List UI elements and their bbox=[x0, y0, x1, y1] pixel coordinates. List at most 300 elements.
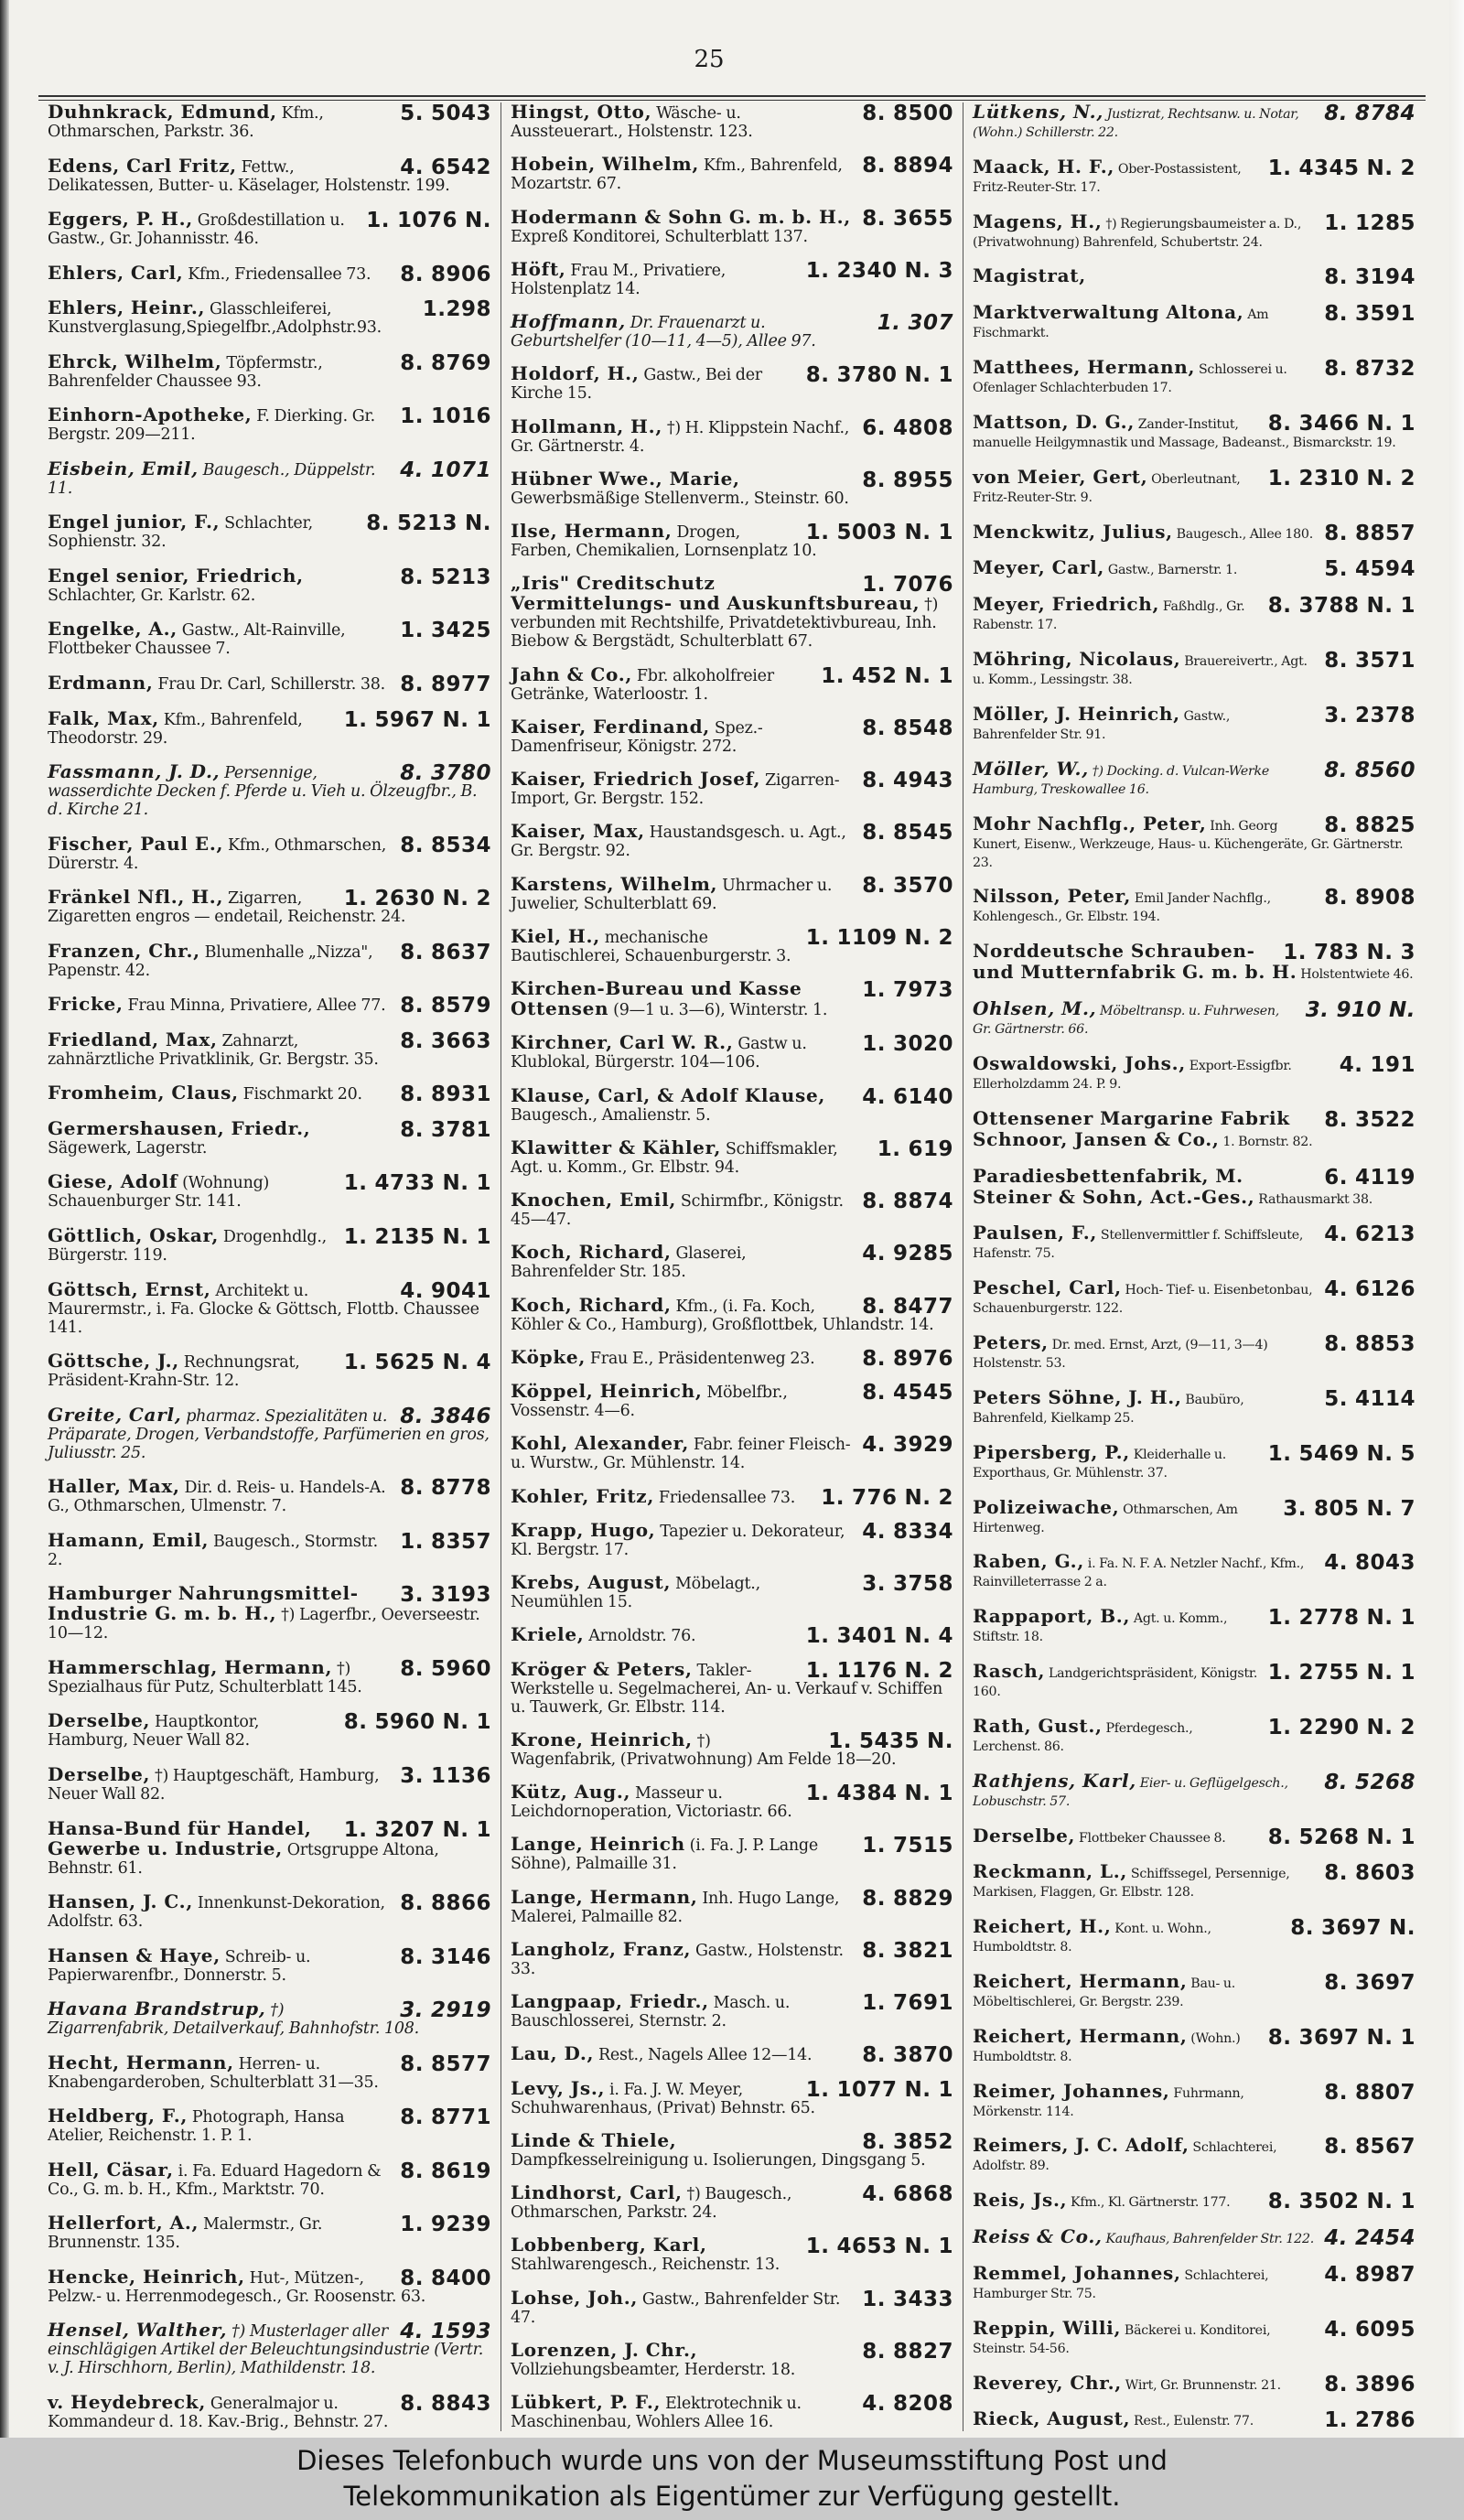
directory-entry bbox=[511, 1293, 953, 1334]
phone-number: 8. 3502 N. 1 bbox=[1267, 2190, 1416, 2214]
phone-number: 8. 3781 bbox=[400, 1117, 491, 1142]
directory-entry bbox=[973, 212, 1416, 252]
entry-details: Wäsche- u. Aussteuerart., Holstenstr. 123. bbox=[511, 104, 753, 141]
subscriber-name: Reimer, Johannes, bbox=[973, 2079, 1170, 2102]
directory-entry bbox=[973, 1164, 1416, 1209]
subscriber-name: Möller, W., bbox=[973, 757, 1089, 780]
entry-details: Zigarren, Zigaretten engros — endetail, Reichenstr. 24. bbox=[48, 889, 406, 927]
phone-number: 3. 1136 bbox=[400, 1763, 491, 1788]
phone-number: 8. 8619 bbox=[400, 2159, 491, 2183]
phone-number: 8. 3466 N. 1 bbox=[1267, 411, 1416, 436]
phone-number: 8. 8778 bbox=[400, 1476, 491, 1501]
directory-entry bbox=[511, 1518, 953, 1559]
directory-entry bbox=[511, 2338, 953, 2379]
phone-number: 1. 1077 N. 1 bbox=[805, 2077, 953, 2102]
phone-number: 8. 8857 bbox=[1324, 521, 1416, 545]
subscriber-name: Erdmann, bbox=[48, 672, 154, 695]
phone-number: 3. 805 N. 7 bbox=[1283, 1496, 1416, 1521]
subscriber-name: Peters Söhne, J. H., bbox=[973, 1385, 1182, 1408]
entry-details: Töpfermstr., Bahrenfelder Chaussee 93. bbox=[48, 353, 323, 391]
phone-number: 8. 4943 bbox=[862, 769, 953, 792]
entry-details: Fettw., Delikatessen, Butter- u. Käselager, Holstenstr. 199. bbox=[48, 157, 450, 195]
directory-entry bbox=[511, 2128, 953, 2170]
phone-number: 8. 8906 bbox=[400, 262, 491, 286]
entry-details: Kfm., (i. Fa. Koch, Köhler & Co., Hamburg), Großflottbek, Uhlandstr. 14. bbox=[511, 1297, 934, 1334]
subscriber-name: Göttlich, Oskar, bbox=[48, 1224, 219, 1247]
subscriber-name: Pipersberg, P., bbox=[973, 1440, 1130, 1463]
entry-details: mechanische Bautischlerei, Schauenburgerstr. 3. bbox=[511, 928, 791, 965]
subscriber-name: Oswaldowski, Johs., bbox=[973, 1051, 1186, 1074]
subscriber-name: Meyer, Friedrich, bbox=[973, 593, 1160, 616]
entry-details: Tapezier u. Dekorateur, Kl. Bergstr. 17. bbox=[511, 1522, 845, 1559]
phone-number: 8. 8807 bbox=[1324, 2080, 1416, 2105]
entry-details: Hut-, Mützen-, Pelzw.- u. Herrenmodegesch., Gr. Roosenstr. 63. bbox=[48, 2268, 426, 2306]
phone-number: 8. 5960 bbox=[400, 1656, 491, 1681]
phone-number: 8. 5268 bbox=[1324, 1770, 1416, 1794]
directory-entry bbox=[511, 102, 953, 141]
subscriber-name: Möhring, Nicolaus, bbox=[973, 648, 1181, 671]
subscriber-name: Ehlers, Carl, bbox=[48, 261, 184, 284]
subscriber-name: Peters, bbox=[973, 1331, 1049, 1354]
entry-details: Zander-Institut, manuelle Heilgymnastik und Massage, Badeanst., Bismarckstr. 19. bbox=[973, 416, 1396, 450]
phone-number: 1. 4384 N. 1 bbox=[805, 1782, 953, 1805]
entry-details: 1. Bornstr. 82. bbox=[1222, 1134, 1313, 1149]
directory-entry bbox=[48, 2053, 491, 2092]
entry-details: Bäckerei u. Konditorei, Steinstr. 54-56. bbox=[973, 2322, 1271, 2356]
subscriber-name: Höft, bbox=[511, 257, 566, 280]
entry-details: Masch. u. Bauschlosserei, Sternstr. 2. bbox=[511, 1994, 791, 2030]
phone-number: 8. 3870 bbox=[862, 2043, 953, 2068]
entry-details: Photograph, Hansa Atelier, Reichenstr. 1. P. 1. bbox=[48, 2108, 345, 2146]
entry-details: Gastw., Bahrenfelder Str. 91. bbox=[973, 708, 1231, 742]
directory-entry bbox=[973, 595, 1416, 634]
entry-details: Fbr. alkoholfreier Getränke, Waterloostr. 1. bbox=[511, 666, 774, 704]
entry-details: Stahlwarengesch., Reichenstr. 13. bbox=[511, 2256, 780, 2275]
phone-number: 8. 3780 bbox=[400, 761, 491, 786]
entry-details: Kfm., Bahrenfeld, Theodorstr. 29. bbox=[48, 710, 303, 748]
directory-entry bbox=[973, 814, 1416, 872]
entry-details: Malermstr., Gr. Brunnenstr. 135. bbox=[48, 2215, 323, 2253]
subscriber-name: Friedland, Max, bbox=[48, 1028, 218, 1050]
directory-entry bbox=[48, 1226, 491, 1265]
phone-number: 8. 8637 bbox=[400, 940, 491, 964]
subscriber-name: Rath, Gust., bbox=[973, 1714, 1103, 1737]
phone-number: 3. 3758 bbox=[862, 1572, 953, 1596]
entry-details: Persennige, wasserdichte Decken f. Pferde u. Vieh u. Ölzeugfbr., B. d. Kirche 21. bbox=[48, 764, 478, 820]
entry-details: Kaufhaus, Bahrenfelder Str. 122. bbox=[1105, 2232, 1314, 2247]
subscriber-name: Koch, Richard, bbox=[511, 1241, 672, 1264]
directory-entry bbox=[48, 459, 491, 498]
directory-entry bbox=[48, 706, 491, 748]
entry-details: Fischmarkt 20. bbox=[242, 1085, 362, 1104]
phone-number: 1. 7076 bbox=[862, 573, 953, 598]
phone-number: 8. 8732 bbox=[1324, 357, 1416, 382]
entry-details: Blumenhalle „Nizza", Papenstr. 42. bbox=[48, 942, 373, 980]
directory-entry bbox=[511, 1484, 953, 1510]
subscriber-name: Raben, G., bbox=[973, 1550, 1085, 1573]
directory-entry bbox=[973, 1552, 1416, 1591]
directory-entry bbox=[973, 1106, 1416, 1151]
entry-details: Glasschleiferei, Kunstverglasung,Spiegelfbr.,Adolphstr.93. bbox=[48, 300, 382, 338]
subscriber-name: Derselbe, bbox=[48, 1762, 151, 1785]
directory-entry bbox=[48, 1816, 491, 1878]
phone-number: 1. 4653 N. 1 bbox=[805, 2235, 953, 2259]
subscriber-name: Koch, Richard, bbox=[511, 1293, 672, 1316]
subscriber-name: Köpke, bbox=[511, 1345, 587, 1368]
subscriber-name: Ehrck, Wilhelm, bbox=[48, 350, 222, 372]
subscriber-name: Eisbein, Emil, bbox=[48, 457, 199, 479]
entry-details: Kfm., Friedensallee 73. bbox=[188, 264, 371, 284]
phone-number: 8. 8769 bbox=[400, 350, 491, 375]
subscriber-name: v. Heydebreck, bbox=[48, 2390, 207, 2413]
subscriber-name: Rasch, bbox=[973, 1660, 1046, 1683]
phone-number: 4. 1593 bbox=[400, 2320, 491, 2344]
entry-details: Rathausmarkt 38. bbox=[1258, 1191, 1372, 1207]
column-middle bbox=[501, 102, 963, 2431]
phone-number: 1. 7973 bbox=[862, 978, 953, 1002]
phone-number: 8. 3697 N. 1 bbox=[1267, 2025, 1416, 2050]
subscriber-name: Hansen & Haye, bbox=[48, 1944, 221, 1966]
phone-number: 1. 3020 bbox=[862, 1032, 953, 1057]
phone-number: 1. 5625 N. 4 bbox=[343, 1351, 491, 1375]
directory-entry bbox=[48, 261, 491, 286]
subscriber-name: Reverey, Chr., bbox=[973, 2371, 1122, 2394]
directory-entry bbox=[511, 979, 953, 1019]
footer-line-2: Telekommunikation als Eigentümer zur Verfügung gestellt. bbox=[343, 2481, 1121, 2512]
entry-details: Baugesch., Düppelstr. 11. bbox=[48, 460, 376, 498]
phone-number: 1. 307 bbox=[877, 311, 953, 335]
subscriber-name: Reichert, Hermann, bbox=[973, 2024, 1188, 2047]
phone-number: 8. 8829 bbox=[862, 1886, 953, 1911]
subscriber-name: Derselbe, bbox=[48, 1709, 151, 1732]
phone-number: 1. 4345 N. 2 bbox=[1267, 156, 1416, 180]
entry-details: Pferdegesch., Lerchenst. 86. bbox=[973, 1720, 1193, 1754]
directory-entry bbox=[511, 2183, 953, 2222]
subscriber-name: Göttsch, Ernst, bbox=[48, 1277, 211, 1300]
entry-details: Schirmfbr., Königstr. 45—47. bbox=[511, 1192, 844, 1229]
entry-details: i. Fa. N. F. A. Netzler Nachf., Kfm., Rainvilleterrasse 2 a. bbox=[973, 1556, 1305, 1590]
header-rule bbox=[38, 95, 1426, 101]
phone-number: 8. 3821 bbox=[862, 1938, 953, 1963]
directory-entry bbox=[48, 939, 491, 980]
subscriber-name: Magistrat, bbox=[973, 264, 1086, 287]
entry-details: Möbeltransp. u. Fuhrwesen, Gr. Gärtnerstr. 66. bbox=[973, 1004, 1280, 1038]
directory-entry bbox=[48, 762, 491, 819]
directory-entry bbox=[511, 2288, 953, 2327]
entry-details: †) Spezialhaus für Putz, Schulterblatt 145. bbox=[48, 1659, 362, 1696]
subscriber-name: Hübner Wwe., Marie, bbox=[511, 467, 740, 490]
phone-number: 1. 5003 N. 1 bbox=[805, 521, 953, 544]
directory-entry bbox=[973, 2225, 1416, 2251]
phone-number: 8. 5960 N. 1 bbox=[343, 1710, 491, 1735]
entry-details: †) Lagerfbr., Oeverseestr. 10—12. bbox=[48, 1606, 480, 1643]
directory-entry bbox=[973, 2316, 1416, 2358]
phone-number: 8. 8825 bbox=[1324, 813, 1416, 837]
entry-details: Faßhdlg., Gr. Rabenstr. 17. bbox=[973, 599, 1245, 633]
phone-number: 6. 4808 bbox=[862, 415, 953, 440]
entry-details: Gastw., Holstenstr. 33. bbox=[511, 1941, 844, 1978]
entry-details: Gewerbsmäßige Stellenverm., Steinstr. 60. bbox=[511, 489, 849, 508]
phone-number: 4. 8043 bbox=[1324, 1551, 1416, 1576]
entry-details: Schlachterei, Adolfstr. 89. bbox=[973, 2140, 1277, 2174]
entry-details: Holstentwiete 46. bbox=[1300, 967, 1414, 983]
subscriber-name: Mohr Nachflg., Peter, bbox=[973, 812, 1207, 835]
entry-details: Sägewerk, Lagerstr. bbox=[48, 1138, 208, 1158]
entry-details: Schlachter, Gr. Karlstr. 62. bbox=[48, 586, 256, 605]
subscriber-name: „Iris" Creditschutz Vermittelungs- und Auskunftsbureau, bbox=[511, 572, 920, 615]
phone-number: 8. 8400 bbox=[400, 2266, 491, 2290]
phone-number: 8. 3571 bbox=[1324, 649, 1416, 673]
entry-details: Schiffssegel, Persennige, Markisen, Flaggen, Gr. Elbstr. 128. bbox=[973, 1867, 1290, 1901]
phone-number: 8. 8545 bbox=[862, 821, 953, 845]
entry-details: Ober-Postassistent, Fritz-Reuter-Str. 17. bbox=[973, 161, 1242, 195]
directory-entry bbox=[48, 1477, 491, 1515]
entry-details: Dir. d. Reis- u. Handels-A. G., Othmarschen, Ulmenstr. 7. bbox=[48, 1479, 386, 1516]
phone-number: 5. 4114 bbox=[1324, 1386, 1416, 1411]
entry-details: Baugesch., Allee 180. bbox=[1176, 526, 1313, 542]
phone-number: 4. 8987 bbox=[1324, 2262, 1416, 2287]
directory-entry bbox=[511, 822, 953, 860]
entry-details: Othmarschen, Am Hirtenweg. bbox=[973, 1502, 1238, 1535]
directory-entry bbox=[48, 1946, 491, 1985]
subscriber-name: Reckmann, L., bbox=[973, 1860, 1128, 1883]
phone-number: 1. 7515 bbox=[862, 1834, 953, 1858]
directory-entry bbox=[511, 1434, 953, 1472]
directory-entry bbox=[48, 993, 491, 1018]
entry-details: Inh. Georg Kunert, Eisenw., Werkzeuge, Haus- u. Küchengeräte, Gr. Gärtnerstr. 23. bbox=[973, 818, 1404, 870]
entry-details: Elektrotechnik u. Maschinenbau, Wohlers Allee 16. bbox=[511, 2395, 802, 2431]
subscriber-name: Marktverwaltung Altona, bbox=[973, 301, 1244, 324]
phone-number: 5. 5043 bbox=[400, 102, 491, 125]
entry-details: Gastw., Bahrenfelder Str. 47. bbox=[511, 2289, 841, 2327]
phone-number: 8. 8500 bbox=[862, 102, 953, 125]
directory-entry bbox=[48, 1584, 491, 1642]
directory-entry bbox=[48, 1655, 491, 1696]
entry-details: Glaserei, Bahrenfelder Str. 185. bbox=[511, 1244, 747, 1282]
subscriber-name: Matthees, Hermann, bbox=[973, 356, 1196, 379]
phone-number: 8. 8771 bbox=[400, 2105, 491, 2130]
directory-entry bbox=[48, 888, 491, 926]
directory-entry bbox=[973, 303, 1416, 342]
entry-details: Spez.-Damenfriseur, Königstr. 272. bbox=[511, 718, 763, 756]
phone-number: 8. 3896 bbox=[1324, 2372, 1416, 2396]
subscriber-name: Ottensener Margarine Fabrik Schnoor, Jansen & Co., bbox=[973, 1106, 1290, 1150]
subscriber-name: Menckwitz, Julius, bbox=[973, 520, 1173, 543]
phone-number: 8. 8534 bbox=[400, 833, 491, 857]
directory-entry bbox=[48, 672, 491, 697]
subscriber-name: Paulsen, F., bbox=[973, 1222, 1098, 1244]
phone-number: 3. 3193 bbox=[400, 1583, 491, 1608]
entry-details: Großdestillation u. Gastw., Gr. Johannisstr. 46. bbox=[48, 211, 345, 249]
subscriber-name: Haller, Max, bbox=[48, 1475, 180, 1498]
entry-details: Kleiderhalle u. Exporthaus, Gr. Mühlenstr. 37. bbox=[973, 1447, 1227, 1481]
phone-number: 8. 8548 bbox=[862, 716, 953, 740]
phone-number: 1. 1176 N. 2 bbox=[805, 1658, 953, 1683]
phone-number: 1. 3401 N. 4 bbox=[805, 1624, 953, 1649]
phone-number: 8. 8866 bbox=[400, 1891, 491, 1916]
subscriber-name: Krebs, August, bbox=[511, 1571, 672, 1593]
entry-details: (9—1 u. 3—6), Winterstr. 1. bbox=[613, 1001, 828, 1019]
directory-entry bbox=[973, 1440, 1416, 1482]
directory-entry bbox=[511, 1382, 953, 1420]
subscriber-name: Rathjens, Karl, bbox=[973, 1769, 1136, 1792]
phone-number: 1. 8357 bbox=[400, 1529, 491, 1554]
directory-entry bbox=[48, 352, 491, 391]
directory-entry bbox=[48, 566, 491, 605]
subscriber-name: Karstens, Wilhelm, bbox=[511, 872, 718, 895]
directory-entry bbox=[48, 1030, 491, 1069]
directory-entry bbox=[48, 1116, 491, 1158]
entry-details: Kfm., Kl. Gärtnerstr. 177. bbox=[1071, 2195, 1231, 2211]
subscriber-name: Reiss & Co., bbox=[973, 2225, 1103, 2248]
subscriber-name: Reichert, Hermann, bbox=[973, 1969, 1188, 1992]
subscriber-name: Kohl, Alexander, bbox=[511, 1432, 690, 1455]
directory-columns bbox=[38, 102, 1426, 2431]
entry-details: †) Zigarrenfabrik, Detailverkauf, Bahnhofstr. 108. bbox=[48, 2001, 419, 2039]
directory-entry bbox=[973, 264, 1416, 290]
entry-details: Brauereivertr., Agt. u. Komm., Lessingstr. 38. bbox=[973, 654, 1308, 688]
phone-number: 1. 3207 N. 1 bbox=[343, 1817, 491, 1842]
entry-details: F. Dierking. Gr. Bergstr. 209—211. bbox=[48, 407, 375, 445]
phone-number: 1. 2755 N. 1 bbox=[1267, 1661, 1416, 1685]
subscriber-name: Kütz, Aug., bbox=[511, 1781, 631, 1803]
directory-entry bbox=[511, 872, 953, 913]
entry-details: Ortsgruppe Altona, Behnstr. 61. bbox=[48, 1840, 439, 1878]
phone-number: 8. 8560 bbox=[1324, 758, 1416, 782]
subscriber-name: Langholz, Franz, bbox=[511, 1937, 692, 1960]
phone-number: 1. 5469 N. 5 bbox=[1267, 1441, 1416, 1466]
entry-details: (Wohnung) Schauenburger Str. 141. bbox=[48, 1174, 270, 1212]
subscriber-name: Franzen, Chr., bbox=[48, 939, 200, 962]
phone-number: 8. 5213 bbox=[400, 565, 491, 589]
phone-number: 1. 2135 N. 1 bbox=[343, 1225, 491, 1250]
subscriber-name: Remmel, Johannes, bbox=[973, 2261, 1181, 2284]
phone-number: 4. 6542 bbox=[400, 155, 491, 179]
directory-entry bbox=[973, 2261, 1416, 2303]
entry-details: Kfm., Bahrenfeld, Mozartstr. 67. bbox=[511, 156, 843, 194]
phone-number: 3. 2919 bbox=[400, 1998, 491, 2023]
subscriber-name: Möller, J. Heinrich, bbox=[973, 702, 1180, 725]
phone-number: 8. 8908 bbox=[1324, 886, 1416, 910]
page-number: 25 bbox=[694, 46, 725, 73]
directory-entry bbox=[511, 717, 953, 756]
phone-number: 4. 9285 bbox=[862, 1242, 953, 1266]
directory-entry bbox=[511, 257, 953, 298]
phone-number: 8. 8955 bbox=[862, 468, 953, 492]
subscriber-name: Heldberg, F., bbox=[48, 2105, 188, 2127]
entry-details: Gastw., Alt-Rainville, Flottbeker Chaussee 7. bbox=[48, 621, 346, 659]
phone-number: 1. 4733 N. 1 bbox=[343, 1171, 491, 1196]
subscriber-name: Hodermann & Sohn G. m. b. H., bbox=[511, 205, 851, 228]
subscriber-name: Einhorn-Apotheke, bbox=[48, 404, 253, 426]
subscriber-name: Kriele, bbox=[511, 1623, 585, 1646]
entry-details: Takler-Werkstelle u. Segelmacherei, An- u. Verkauf v. Schiffen u. Tauwerk, Gr. Elbstr. 114. bbox=[511, 1661, 942, 1717]
directory-entry bbox=[973, 759, 1416, 799]
directory-entry bbox=[973, 1495, 1416, 1537]
directory-entry bbox=[511, 1992, 953, 2030]
directory-entry bbox=[511, 312, 953, 350]
subscriber-name: Ehlers, Heinr., bbox=[48, 296, 206, 319]
entry-details: Baugesch., Amalienstr. 5. bbox=[511, 1105, 711, 1125]
footer-line-1: Dieses Telefonbuch wurde uns von der Museumsstiftung Post und bbox=[296, 2445, 1168, 2476]
phone-number: 4. 191 bbox=[1339, 1052, 1416, 1077]
directory-entry bbox=[973, 2371, 1416, 2396]
directory-entry bbox=[973, 1385, 1416, 1427]
subscriber-name: Klause, Carl, & Adolf Klause, bbox=[511, 1083, 826, 1106]
subscriber-name: Fränkel Nfl., H., bbox=[48, 886, 224, 909]
entry-details: Dr. Frauenarzt u. Geburtshelfer (10—11, 4—5), Allee 97. bbox=[511, 314, 816, 350]
directory-entry bbox=[973, 2136, 1416, 2175]
entry-details: †) Musterlager aller einschlägigen Artikel der Beleuchtungsindustrie (Vertr. v. J. Hirschhorn, Berlin), Mathildenstr. 18. bbox=[48, 2322, 484, 2378]
subscriber-name: Falk, Max, bbox=[48, 706, 159, 729]
subscriber-name: Mattson, D. G., bbox=[973, 410, 1135, 433]
directory-entry bbox=[48, 1172, 491, 1211]
directory-entry bbox=[48, 1528, 491, 1569]
entry-details: Wirt, Gr. Brunnenstr. 21. bbox=[1125, 2377, 1281, 2393]
phone-number: 8. 8894 bbox=[862, 154, 953, 178]
directory-entry bbox=[973, 1607, 1416, 1646]
entry-details: †) H. Klippstein Nachf., Gr. Gärtnerstr. 4. bbox=[511, 418, 850, 456]
phone-number: 1. 2630 N. 2 bbox=[343, 887, 491, 911]
entry-details: Baubüro, Bahrenfeld, Kielkamp 25. bbox=[973, 1392, 1244, 1426]
subscriber-name: Krone, Heinrich, bbox=[511, 1728, 693, 1750]
directory-entry bbox=[511, 2393, 953, 2431]
directory-entry bbox=[973, 358, 1416, 397]
phone-number: 8. 8579 bbox=[400, 994, 491, 1018]
subscriber-name: von Meier, Gert, bbox=[973, 465, 1148, 488]
phone-number: 1. 783 N. 3 bbox=[1283, 941, 1416, 965]
phone-number: 8. 3570 bbox=[862, 873, 953, 898]
directory-entry bbox=[973, 2191, 1416, 2212]
subscriber-name: Edens, Carl Fritz, bbox=[48, 154, 237, 177]
subscriber-name: Knochen, Emil, bbox=[511, 1189, 677, 1211]
directory-entry bbox=[48, 156, 491, 195]
subscriber-name: Hell, Cäsar, bbox=[48, 2158, 174, 2181]
directory-entry bbox=[973, 1917, 1416, 1956]
phone-number: 4. 3929 bbox=[862, 1433, 953, 1458]
subscriber-name: Engel junior, F., bbox=[48, 511, 221, 533]
entry-details: Gastw u. Klublokal, Bürgerstr. 104—106. bbox=[511, 1035, 807, 1072]
entry-details: Herren- u. Knabengarderoben, Schulterblatt 31—35. bbox=[48, 2054, 379, 2092]
phone-number: 8. 5268 N. 1 bbox=[1267, 1825, 1416, 1849]
entry-details: (Wohn.) Humboldtstr. 8. bbox=[973, 2030, 1241, 2064]
subscriber-name: Nilsson, Peter, bbox=[973, 885, 1132, 908]
subscriber-name: Kohler, Fritz, bbox=[511, 1484, 654, 1507]
subscriber-name: Hensel, Walther, bbox=[48, 2319, 228, 2342]
directory-entry bbox=[973, 556, 1416, 582]
directory-entry bbox=[973, 410, 1416, 452]
subscriber-name: Kirchen-Bureau und Kasse Ottensen bbox=[511, 977, 802, 1019]
subscriber-name: Greite, Carl, bbox=[48, 1403, 182, 1426]
subscriber-name: Fassmann, J. D., bbox=[48, 760, 221, 783]
directory-entry bbox=[48, 619, 491, 658]
phone-number: 8. 3697 N. bbox=[1290, 1916, 1416, 1941]
entry-details: Möbelagt., Neumühlen 15. bbox=[511, 1575, 760, 1611]
directory-entry bbox=[511, 1937, 953, 1978]
subscriber-name: Fricke, bbox=[48, 993, 124, 1016]
directory-entry bbox=[511, 205, 953, 246]
directory-entry bbox=[511, 1573, 953, 1611]
directory-entry bbox=[48, 512, 491, 551]
subscriber-name: Kiel, H., bbox=[511, 924, 600, 947]
entry-details: Am Fischmarkt. bbox=[973, 307, 1269, 341]
phone-number: 8. 8874 bbox=[862, 1190, 953, 1213]
entry-details: Rest., Eulenstr. 77. bbox=[1134, 2414, 1254, 2429]
directory-entry bbox=[973, 2409, 1416, 2430]
directory-entry bbox=[511, 1730, 953, 1769]
entry-details: Architekt u. Maurermstr., i. Fa. Glocke & Göttsch, Flottb. Chaussee 141. bbox=[48, 1281, 479, 1337]
subscriber-name: Hencke, Heinrich, bbox=[48, 2265, 245, 2288]
